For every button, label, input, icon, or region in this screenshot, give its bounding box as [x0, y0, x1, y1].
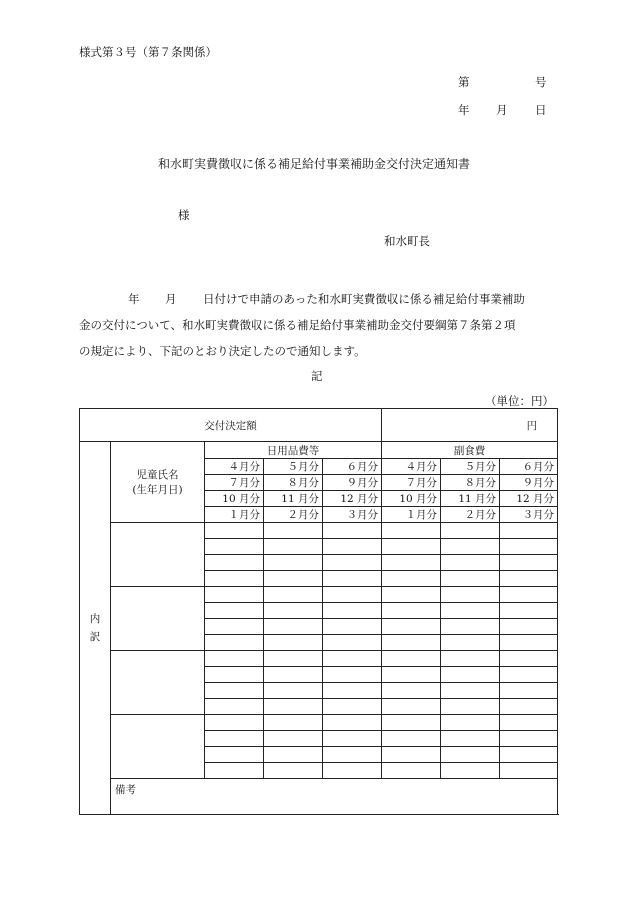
amount-cell	[382, 763, 441, 779]
amount-cell	[500, 683, 558, 699]
amount-cell	[264, 571, 323, 587]
amount-cell	[500, 635, 558, 651]
header-group-row	[80, 442, 558, 459]
unit-label: （単位：円）	[485, 394, 554, 408]
amount-cell	[441, 699, 500, 715]
amount-cell	[323, 763, 382, 779]
amount-cell	[264, 539, 323, 555]
amount-cell	[205, 667, 264, 683]
amount-cell	[382, 747, 441, 763]
amount-cell	[382, 603, 441, 619]
table-row	[80, 715, 558, 731]
amount-cell	[441, 747, 500, 763]
amount-cell	[500, 715, 558, 731]
child-name-cell	[111, 715, 205, 779]
amount-cell	[500, 555, 558, 571]
month-cell: 12 月分	[323, 491, 382, 507]
amount-cell	[323, 747, 382, 763]
month-cell: ４月分	[205, 459, 264, 475]
recipient-suffix: 様	[178, 208, 190, 222]
amount-cell	[323, 731, 382, 747]
breakdown-label	[80, 442, 111, 815]
amount-cell	[205, 523, 264, 539]
amount-cell	[264, 731, 323, 747]
remarks-row	[80, 779, 558, 815]
month-cell: ６月分	[323, 459, 382, 475]
amount-cell	[323, 523, 382, 539]
amount-cell	[205, 619, 264, 635]
amount-cell	[205, 763, 264, 779]
amount-cell	[441, 619, 500, 635]
amount-cell	[441, 523, 500, 539]
amount-cell	[323, 555, 382, 571]
amount-cell	[264, 523, 323, 539]
month-cell: ７月分	[205, 475, 264, 491]
amount-cell	[382, 619, 441, 635]
amount-cell	[441, 539, 500, 555]
amount-cell	[441, 571, 500, 587]
amount-cell	[264, 635, 323, 651]
amount-cell	[500, 731, 558, 747]
amount-cell	[382, 683, 441, 699]
amount-cell	[323, 667, 382, 683]
amount-cell	[323, 699, 382, 715]
amount-cell	[500, 747, 558, 763]
amount-cell	[382, 699, 441, 715]
month-cell: ４月分	[382, 459, 441, 475]
amount-cell	[441, 683, 500, 699]
month-cell: ３月分	[323, 507, 382, 523]
body-line-3: の規定により、下記のとおり決定したので通知します。	[79, 344, 366, 358]
child-name-cell	[111, 651, 205, 715]
amount-cell	[264, 555, 323, 571]
amount-cell	[205, 603, 264, 619]
amount-cell	[264, 715, 323, 731]
body-month: 月	[165, 292, 177, 306]
amount-cell	[323, 651, 382, 667]
amount-cell	[205, 571, 264, 587]
amount-cell	[205, 731, 264, 747]
amount-cell	[323, 571, 382, 587]
amount-cell	[205, 699, 264, 715]
month-cell: ６月分	[500, 459, 558, 475]
amount-cell	[264, 667, 323, 683]
month-cell: １月分	[382, 507, 441, 523]
amount-cell	[264, 763, 323, 779]
amount-cell	[323, 619, 382, 635]
table-row	[80, 587, 558, 603]
amount-cell	[382, 651, 441, 667]
amount-cell	[500, 667, 558, 683]
amount-cell	[441, 763, 500, 779]
body-line-1: 日付けで申請のあった和水町実費徴収に係る補足給付事業補助	[203, 292, 525, 306]
amount-cell	[382, 555, 441, 571]
amount-cell	[441, 667, 500, 683]
form-number: 様式第３号（第７条関係）	[79, 45, 217, 59]
amount-cell	[205, 747, 264, 763]
amount-cell	[205, 683, 264, 699]
amount-cell	[500, 603, 558, 619]
month-cell: ２月分	[441, 507, 500, 523]
month-cell: 12 月分	[500, 491, 558, 507]
side-dish-header: 副食費	[382, 442, 558, 459]
child-name-cell	[111, 523, 205, 587]
amount-cell	[264, 699, 323, 715]
amount-cell	[382, 715, 441, 731]
amount-cell	[205, 635, 264, 651]
amount-cell	[323, 635, 382, 651]
month-cell: ５月分	[441, 459, 500, 475]
breakdown-char-1: 内	[89, 613, 101, 625]
month-cell: ９月分	[323, 475, 382, 491]
breakdown-char-2: 訳	[89, 631, 101, 643]
month-cell: １月分	[205, 507, 264, 523]
decision-amount-unit: 円	[382, 409, 558, 442]
amount-cell	[441, 651, 500, 667]
birth-date-label: (生年月日)	[132, 484, 183, 496]
document-title: 和水町実費徴収に係る補足給付事業補助金交付決定通知書	[158, 157, 471, 171]
date-day: 日	[535, 103, 547, 117]
amount-cell	[264, 603, 323, 619]
amount-cell	[382, 571, 441, 587]
amount-cell	[441, 603, 500, 619]
table-row	[80, 523, 558, 539]
body-year: 年	[128, 292, 140, 306]
daily-goods-header: 日用品費等	[205, 442, 382, 459]
ki-heading: 記	[311, 369, 323, 383]
month-cell: ８月分	[264, 475, 323, 491]
amount-cell	[323, 603, 382, 619]
month-cell: ５月分	[264, 459, 323, 475]
amount-cell	[382, 635, 441, 651]
amount-cell	[205, 715, 264, 731]
amount-cell	[441, 555, 500, 571]
amount-cell	[441, 635, 500, 651]
body-line-2: 金の交付について、和水町実費徴収に係る補足給付事業補助金交付要綱第７条第２項	[79, 318, 516, 332]
amount-cell	[441, 587, 500, 603]
amount-cell	[441, 731, 500, 747]
date-year: 年	[458, 103, 470, 117]
amount-cell	[500, 763, 558, 779]
amount-cell	[441, 715, 500, 731]
amount-cell	[382, 539, 441, 555]
reference-dai: 第	[458, 75, 470, 89]
decision-amount-row	[80, 409, 558, 442]
amount-cell	[264, 587, 323, 603]
month-cell: 10 月分	[382, 491, 441, 507]
amount-cell	[323, 587, 382, 603]
month-cell: ７月分	[382, 475, 441, 491]
month-cell: ２月分	[264, 507, 323, 523]
amount-cell	[205, 587, 264, 603]
month-cell: ３月分	[500, 507, 558, 523]
amount-cell	[500, 587, 558, 603]
table-row	[80, 651, 558, 667]
amount-cell	[500, 619, 558, 635]
amount-cell	[264, 747, 323, 763]
amount-cell	[264, 619, 323, 635]
amount-cell	[264, 651, 323, 667]
amount-cell	[500, 699, 558, 715]
reference-go: 号	[535, 75, 547, 89]
amount-cell	[205, 651, 264, 667]
amount-cell	[382, 587, 441, 603]
child-name-label: 児童氏名	[136, 469, 179, 481]
remarks-label: 備考	[111, 779, 558, 815]
breakdown-table	[79, 408, 558, 815]
month-cell: 11 月分	[264, 491, 323, 507]
amount-cell	[500, 539, 558, 555]
amount-cell	[323, 683, 382, 699]
decision-amount-label: 交付決定額	[80, 409, 382, 442]
amount-cell	[382, 523, 441, 539]
issuer: 和水町長	[384, 234, 430, 248]
month-cell: 10 月分	[205, 491, 264, 507]
amount-cell	[205, 555, 264, 571]
amount-cell	[500, 523, 558, 539]
month-cell: ９月分	[500, 475, 558, 491]
amount-cell	[500, 571, 558, 587]
month-cell: ８月分	[441, 475, 500, 491]
child-name-header	[111, 442, 205, 523]
amount-cell	[205, 539, 264, 555]
child-name-cell	[111, 587, 205, 651]
amount-cell	[500, 651, 558, 667]
month-cell: 11 月分	[441, 491, 500, 507]
amount-cell	[323, 539, 382, 555]
amount-cell	[264, 683, 323, 699]
amount-cell	[323, 715, 382, 731]
amount-cell	[382, 667, 441, 683]
amount-cell	[382, 731, 441, 747]
date-month: 月	[496, 103, 508, 117]
